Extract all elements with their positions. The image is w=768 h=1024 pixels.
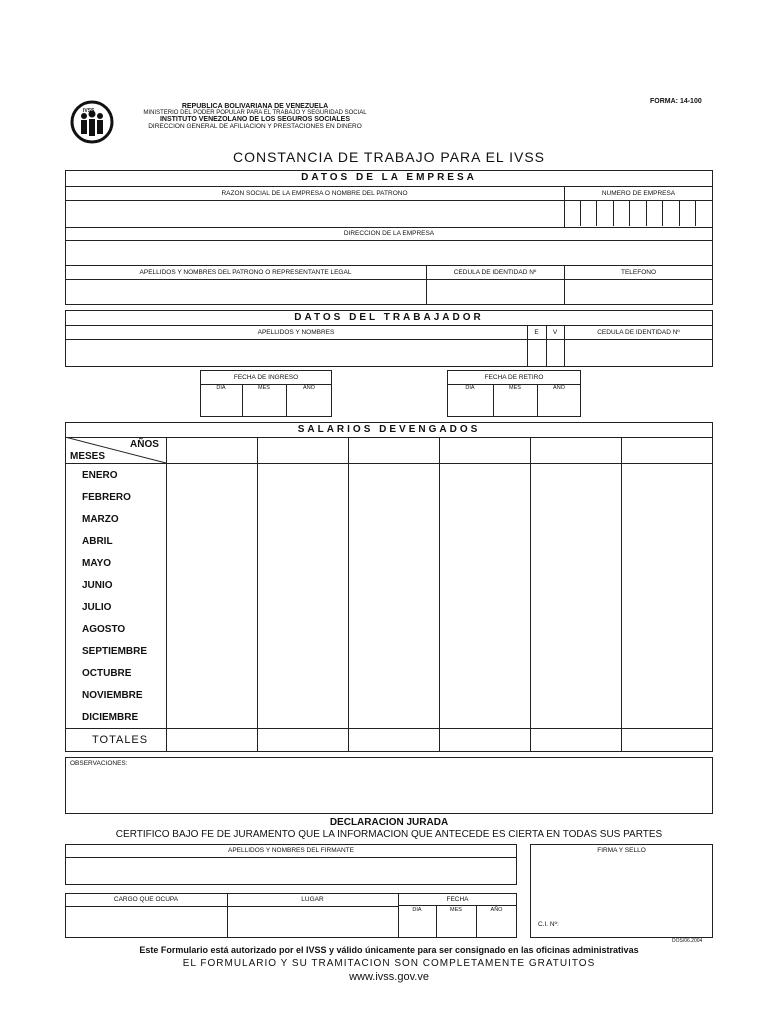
- apellidos-trabajador-label: APELLIDOS Y NOMBRES: [257, 329, 335, 336]
- header-block: [120, 103, 390, 130]
- forma-code: FORMA: 14-100: [650, 98, 702, 105]
- cedula-trabajador-field[interactable]: [565, 340, 712, 366]
- logo-text: IVSS: [83, 108, 95, 114]
- fecha-label: FECHA: [446, 896, 469, 903]
- header-line2: MINISTERIO DEL PODER POPULAR PARA EL TRABAJO Y SEGURIDAD SOCIAL: [143, 110, 367, 116]
- razon-social-field[interactable]: [66, 201, 563, 226]
- numero-empresa-cells[interactable]: [565, 201, 712, 226]
- ingreso-mes-label: MES: [258, 385, 270, 391]
- month-label: ABRIL: [82, 536, 113, 547]
- v-checkbox[interactable]: [547, 340, 563, 366]
- retiro-dia-label: DIA: [465, 385, 475, 391]
- direccion-field[interactable]: [66, 241, 712, 265]
- ingreso-dia-field[interactable]: [201, 392, 241, 416]
- cedula-empresa-field[interactable]: [427, 280, 563, 304]
- page-title: CONSTANCIA DE TRABAJO PARA EL IVSS: [232, 149, 545, 165]
- decl-ano-field[interactable]: [477, 914, 516, 937]
- header-line4: DIRECCION GENERAL DE AFILIACION Y PRESTACIONES EN DINERO: [148, 123, 362, 130]
- observaciones-label: OBSERVACIONES:: [70, 760, 128, 767]
- fecha-ingreso-label: FECHA DE INGRESO: [233, 374, 299, 381]
- fecha-retiro-label: FECHA DE RETIRO: [484, 374, 544, 381]
- retiro-ano-label: AÑO: [553, 385, 565, 391]
- decl-ano-label: AÑO: [490, 907, 503, 913]
- month-label: MAYO: [82, 558, 112, 569]
- cargo-label: CARGO QUE OCUPA: [113, 896, 179, 903]
- month-label: FEBRERO: [82, 492, 131, 503]
- ivss-logo-icon: [70, 100, 114, 144]
- firmante-field[interactable]: [66, 858, 516, 884]
- cedula-empresa-label: CEDULA DE IDENTIDAD Nº: [453, 269, 537, 276]
- retiro-mes-field[interactable]: [494, 392, 536, 416]
- retiro-mes-label: MES: [509, 385, 521, 391]
- header-line3: INSTITUTO VENEZOLANO DE LOS SEGUROS SOCIALES: [159, 116, 351, 123]
- meses-label: MESES: [70, 451, 106, 462]
- month-label: MARZO: [82, 514, 119, 525]
- decl-dia-label: DIA: [412, 907, 422, 913]
- numero-empresa-label: NUMERO DE EMPRESA: [601, 190, 676, 197]
- month-label: SEPTIEMBRE: [82, 646, 148, 657]
- anos-label: AÑOS: [130, 439, 159, 450]
- totales-label: TOTALES: [92, 734, 149, 746]
- representante-label: APELLIDOS Y NOMBRES DEL PATRONO O REPRESENTANTE LEGAL: [139, 269, 352, 276]
- month-label: NOVIEMBRE: [82, 690, 143, 701]
- lugar-field[interactable]: [228, 907, 397, 937]
- ingreso-dia-label: DIA: [216, 385, 226, 391]
- decl-dia-field[interactable]: [399, 914, 435, 937]
- retiro-dia-field[interactable]: [448, 392, 492, 416]
- empresa-heading: DATOS DE LA EMPRESA: [301, 172, 477, 183]
- e-label: E: [534, 329, 539, 336]
- footer-line2: EL FORMULARIO Y SU TRAMITACION SON COMPLETAMENTE GRATUITOS: [182, 958, 596, 969]
- e-checkbox[interactable]: [528, 340, 545, 366]
- footer-url: www.ivss.gov.ve: [349, 971, 429, 983]
- ivss-logo: [70, 100, 114, 144]
- retiro-ano-field[interactable]: [538, 392, 580, 416]
- header-line1: REPUBLICA BOLIVARIANA DE VENEZUELA: [181, 103, 329, 110]
- ingreso-ano-label: AÑO: [303, 385, 315, 391]
- razon-social-label: RAZON SOCIAL DE LA EMPRESA O NOMBRE DEL PATRONO: [221, 190, 408, 197]
- ingreso-mes-field[interactable]: [243, 392, 285, 416]
- decl-mes-field[interactable]: [437, 914, 475, 937]
- salarios-heading: SALARIOS DEVENGADOS: [297, 424, 481, 435]
- salarios-grid-input[interactable]: [167, 464, 712, 751]
- declaracion-heading: DECLARACION JURADA: [329, 817, 449, 828]
- v-label: V: [552, 329, 558, 336]
- apellidos-trabajador-field[interactable]: [66, 340, 526, 366]
- month-label: DICIEMBRE: [82, 712, 139, 723]
- cedula-trabajador-label: CEDULA DE IDENTIDAD Nº: [597, 329, 680, 336]
- direccion-label: DIRECCION DE LA EMPRESA: [343, 230, 435, 237]
- telefono-field[interactable]: [565, 280, 712, 304]
- decl-mes-label: MES: [450, 907, 462, 913]
- ci-label: C.I. Nº:: [538, 921, 559, 928]
- firma-sello-label: FIRMA Y SELLO: [597, 847, 646, 854]
- telefono-label: TELEFONO: [620, 269, 657, 276]
- month-label: JUNIO: [82, 580, 113, 591]
- representante-field[interactable]: [66, 280, 425, 304]
- month-label: ENERO: [82, 470, 118, 481]
- form-code: DOS/06.2004: [672, 938, 703, 944]
- declaracion-text: CERTIFICO BAJO FE DE JURAMENTO QUE LA INFORMACION QUE ANTECEDE ES CIERTA EN TODAS SUS PARTES: [115, 829, 663, 840]
- footer-line1: Este Formulario está autorizado por el IVSS y válido únicamente para ser consignado en las oficinas administrativas: [139, 945, 639, 955]
- month-label: OCTUBRE: [82, 668, 132, 679]
- month-label: JULIO: [82, 602, 112, 613]
- ingreso-ano-field[interactable]: [287, 392, 331, 416]
- observaciones-box[interactable]: [65, 757, 713, 814]
- firmante-label: APELLIDOS Y NOMBRES DEL FIRMANTE: [228, 847, 354, 854]
- month-label: AGOSTO: [82, 624, 126, 635]
- lugar-label: LUGAR: [301, 896, 324, 903]
- cargo-field[interactable]: [66, 907, 226, 937]
- trabajador-heading: DATOS DEL TRABAJADOR: [294, 312, 484, 323]
